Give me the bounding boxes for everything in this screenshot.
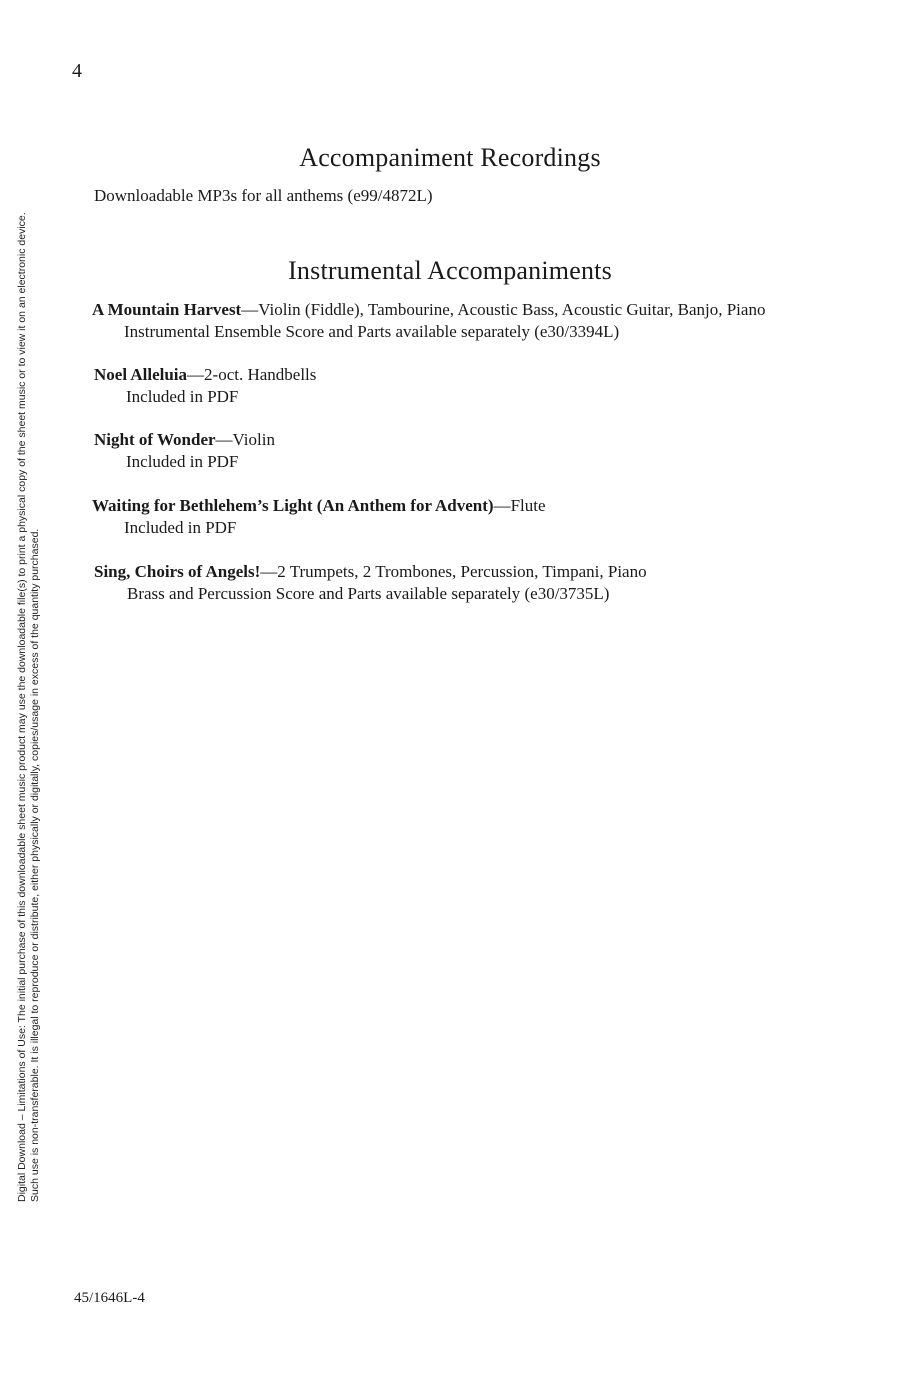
- instrument-list: —Violin (Fiddle), Tambourine, Acoustic Bass, Acoustic Guitar, Banjo, Piano: [241, 300, 766, 319]
- anthem-title: Night of Wonder: [94, 430, 216, 449]
- accompaniment-entry: [94, 364, 316, 408]
- availability-note: Included in PDF: [126, 387, 239, 406]
- entry-heading-line: [94, 364, 316, 386]
- page-number: 4: [72, 60, 82, 82]
- accompaniment-entry: [92, 495, 546, 539]
- entry-heading-line: [92, 495, 546, 517]
- entry-heading-line: [94, 561, 647, 583]
- accompaniment-entry: [92, 299, 765, 343]
- availability-note: Brass and Percussion Score and Parts available separately (e30/3735L): [127, 584, 610, 603]
- accompaniment-entry: [94, 429, 275, 473]
- anthem-title: Noel Alleluia: [94, 365, 188, 384]
- availability-note: Included in PDF: [124, 518, 237, 537]
- entry-heading-line: [92, 299, 765, 321]
- instrument-list: —Flute: [493, 496, 546, 515]
- notice-line-2: Such use is non-transferable. It is illegal to reproduce or distribute, either physically or digitally, copies/usage in excess of the quantity purchased.: [29, 528, 41, 1202]
- catalog-code: 45/1646L-4: [74, 1290, 145, 1306]
- accompaniment-entry: [94, 561, 647, 605]
- instrument-list: —Violin: [215, 430, 275, 449]
- instrumental-accompaniments-heading: Instrumental Accompaniments: [288, 256, 612, 285]
- anthem-title: Waiting for Bethlehem’s Light (An Anthem for Advent): [92, 496, 494, 515]
- instrument-list: —2 Trumpets, 2 Trombones, Percussion, Timpani, Piano: [260, 562, 647, 581]
- anthem-title: Sing, Choirs of Angels!: [94, 562, 261, 581]
- notice-line-1: Digital Download – Limitations of Use: The initial purchase of this downloadable sheet music product may use the downloadable file(s) to print a physical copy of the sheet music or to view it on an electronic device.: [16, 212, 28, 1202]
- accompaniment-recordings-heading: Accompaniment Recordings: [299, 143, 601, 172]
- anthem-title: A Mountain Harvest: [92, 300, 242, 319]
- entry-heading-line: [94, 429, 275, 451]
- recordings-description: Downloadable MP3s for all anthems (e99/4872L): [94, 186, 433, 205]
- usage-limitations-notice: [16, 172, 42, 1202]
- instrument-list: —2-oct. Handbells: [187, 365, 317, 384]
- availability-note: Instrumental Ensemble Score and Parts available separately (e30/3394L): [124, 322, 620, 341]
- availability-note: Included in PDF: [126, 452, 239, 471]
